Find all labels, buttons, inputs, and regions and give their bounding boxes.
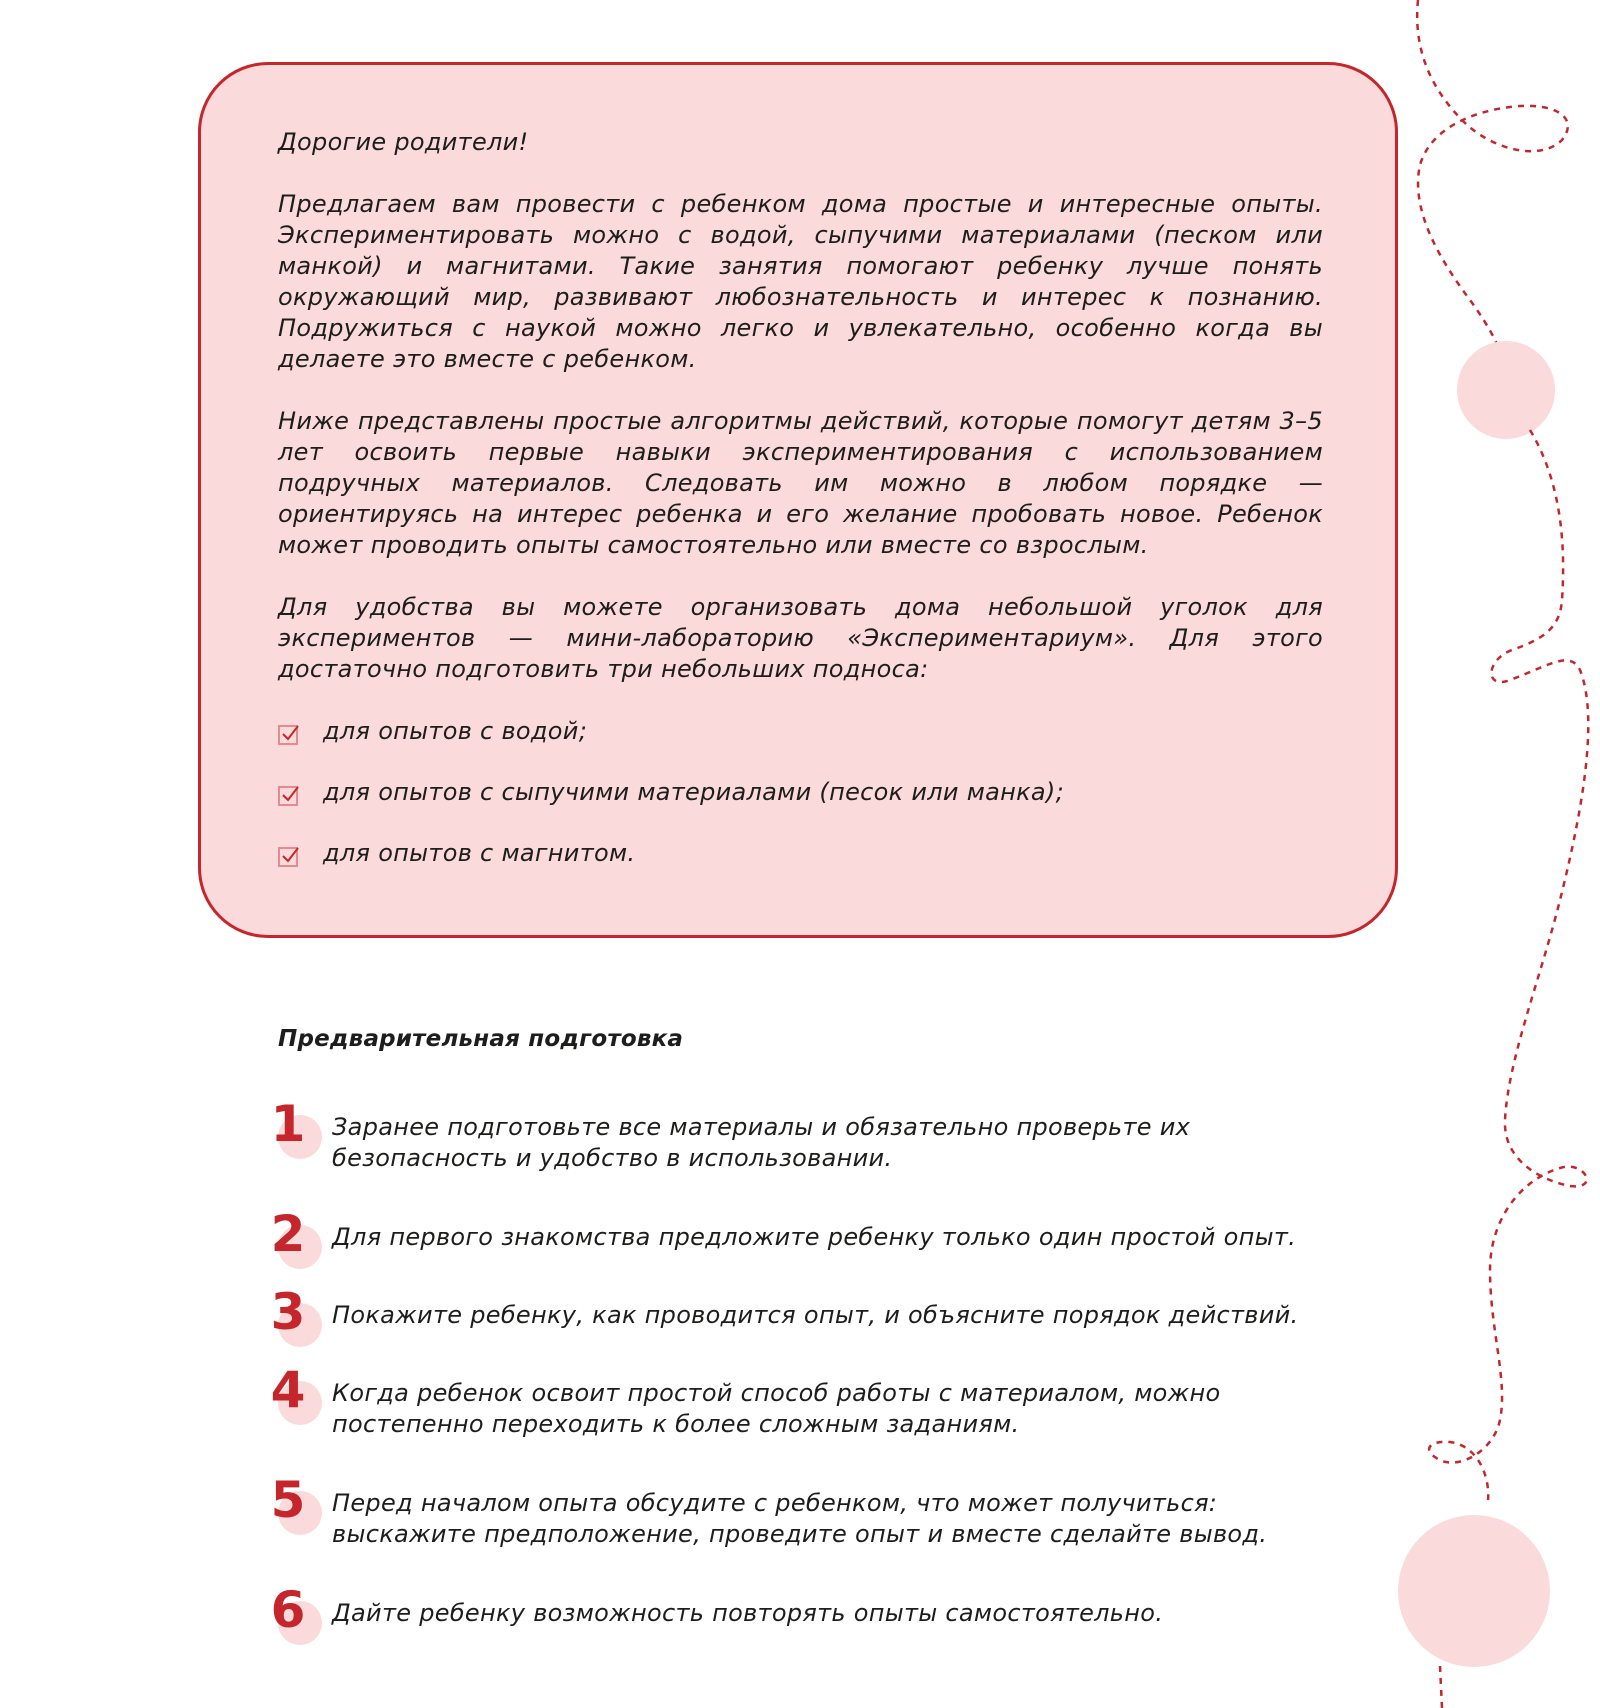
section-title: Предварительная подготовка — [278, 1026, 684, 1052]
step-badge — [268, 1205, 326, 1268]
intro-paragraph: Ниже представлены простые алгоритмы действий, которые помогут детям 3–5 лет освоить первые навыки экспериментирования с использованием подручных материалов. Следовать им можно в любом порядке — ориентируясь на интерес ребенка и его желание пробовать новое. Ребенок может проводить опыты самостоятельно или вместе со взрослым. — [278, 407, 1323, 559]
step-number: 6 — [270, 1581, 306, 1639]
intro-text — [278, 127, 1323, 899]
step-number: 4 — [270, 1361, 306, 1419]
step-badge — [268, 1471, 326, 1534]
intro-paragraph: Предлагаем вам провести с ребенком дома простые и интересные опыты. Экспериментировать можно с водой, сыпучими материалами (песком или манкой) и магнитами. Такие занятия помогают ребенку лучше понять окружающий мир, развивают любознательность и интерес к познанию. Подружиться с наукой можно легко и увлекательно, особенно когда вы делаете это вместе с ребенком. — [278, 190, 1323, 373]
step-badge — [268, 1283, 326, 1346]
step-number: 5 — [270, 1471, 306, 1529]
step-text: Когда ребенок освоит простой способ работы с материалом, можно постепенно переходить к более сложным заданиям. — [332, 1379, 1221, 1438]
intro-paragraph: Для удобства вы можете организовать дома небольшой уголок для экспериментов — мини-лабораторию «Экспериментариум». Для этого достаточно подготовить три небольших подноса: — [278, 593, 1323, 683]
step-number: 3 — [270, 1283, 306, 1341]
step-text: Перед началом опыта обсудите с ребенком, что может получиться: выскажите предположение, проведите опыт и вместе сделайте вывод. — [332, 1489, 1268, 1548]
step-badge — [268, 1095, 326, 1158]
checkbox-icon — [278, 845, 300, 867]
decor-circle-lower — [1398, 1515, 1550, 1667]
greeting: Дорогие родители! — [278, 128, 529, 156]
step-number: 1 — [270, 1095, 306, 1153]
checklist-label: для опытов с сыпучими материалами (песок или манка); — [323, 778, 1064, 806]
checkbox-icon — [278, 723, 300, 745]
checklist-item — [278, 716, 1323, 747]
decor-circle-upper — [1457, 341, 1555, 439]
checklist-item — [278, 838, 1323, 869]
checklist-label: для опытов с магнитом. — [323, 839, 636, 867]
step-text: Для первого знакомства предложите ребенку только один простой опыт. — [332, 1223, 1297, 1251]
step-badge — [268, 1361, 326, 1424]
step-badge — [268, 1581, 326, 1644]
checklist-item — [278, 777, 1323, 808]
checklist-label: для опытов с водой; — [323, 717, 588, 745]
tray-checklist — [278, 716, 1323, 869]
step-text: Дайте ребенку возможность повторять опыты самостоятельно. — [332, 1599, 1164, 1627]
checkbox-icon — [278, 784, 300, 806]
step-text: Покажите ребенку, как проводится опыт, и объясните порядок действий. — [332, 1301, 1299, 1329]
step-number: 2 — [270, 1205, 306, 1263]
step-text: Заранее подготовьте все материалы и обязательно проверьте их безопасность и удобство в использовании. — [332, 1113, 1191, 1172]
